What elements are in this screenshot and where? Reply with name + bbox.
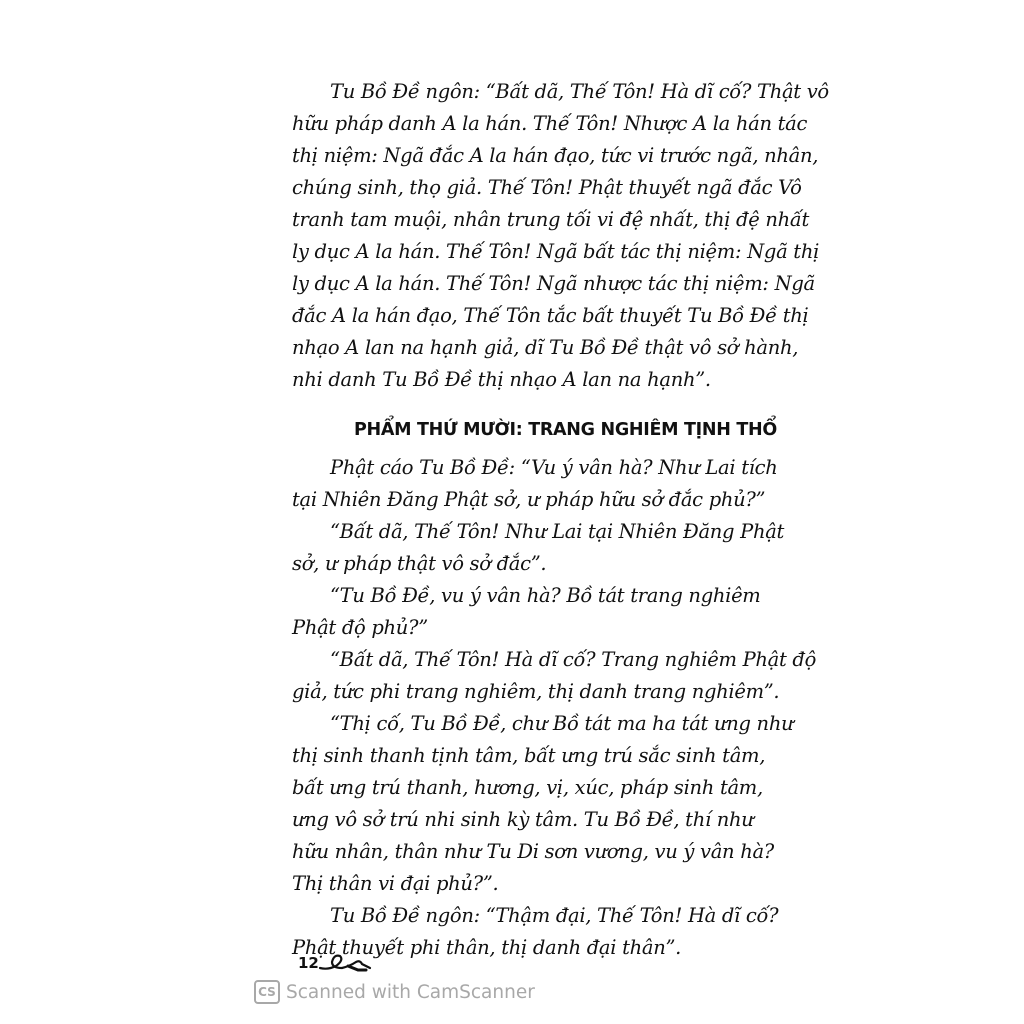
text-line: Tu Bồ Đề ngôn: “Bất dã, Thế Tôn! Hà dĩ cố? Thật vô — [330, 80, 829, 103]
text-line: đắc A la hán đạo, Thế Tôn tắc bất thuyết Tu Bồ Đề thị — [292, 304, 809, 327]
text-line: giả, tức phi trang nghiêm, thị danh trang nghiêm”. — [292, 680, 780, 703]
text-line: “Bất dã, Thế Tôn! Như Lai tại Nhiên Đăng Phật — [330, 520, 785, 543]
ink-flourish-icon — [318, 950, 374, 974]
chapter-heading: PHẨM THỨ MƯỜI: TRANG NGHIÊM TỊNH THỔ — [354, 420, 777, 440]
text-line: ưng vô sở trú nhi sinh kỳ tâm. Tu Bồ Đề, thí như — [292, 808, 754, 831]
text-line: thị niệm: Ngã đắc A la hán đạo, tức vi trước ngã, nhân, — [292, 144, 819, 167]
text-line: hữu nhân, thân như Tu Di sơn vương, vu ý vân hà? — [292, 840, 774, 863]
text-line: tranh tam muội, nhân trung tối vi đệ nhất, thị đệ nhất — [292, 208, 810, 231]
text-line: thị sinh thanh tịnh tâm, bất ưng trú sắc sinh tâm, — [292, 744, 766, 767]
paragraph-1 — [292, 76, 829, 396]
text-line: ly dục A la hán. Thế Tôn! Ngã nhược tác thị niệm: Ngã — [292, 272, 815, 295]
text-line: “Bất dã, Thế Tôn! Hà dĩ cố? Trang nghiêm Phật độ — [330, 648, 817, 671]
text-line: Thị thân vi đại phủ?”. — [292, 872, 499, 895]
text-line: nhi danh Tu Bồ Đề thị nhạo A lan na hạnh”. — [292, 368, 711, 391]
text-line: sở, ư pháp thật vô sở đắc”. — [292, 552, 547, 575]
text-line: “Thị cố, Tu Bồ Đề, chư Bồ tát ma ha tát ưng như — [330, 712, 794, 735]
camscanner-logo-icon: CS — [254, 980, 280, 1004]
text-line: tại Nhiên Đăng Phật sở, ư pháp hữu sở đắc phủ?” — [292, 488, 766, 511]
text-line: hữu pháp danh A la hán. Thế Tôn! Nhược A la hán tác — [292, 112, 808, 135]
chapter-body — [292, 452, 817, 964]
watermark-text: Scanned with CamScanner — [286, 981, 535, 1003]
text-line: chúng sinh, thọ giả. Thế Tôn! Phật thuyết ngã đắc Vô — [292, 176, 802, 199]
text-line: Phật độ phủ?” — [292, 616, 428, 639]
text-line: Phật cáo Tu Bồ Đề: “Vu ý vân hà? Như Lai tích — [330, 456, 778, 479]
text-line: Phật thuyết phi thân, thị danh đại thân”. — [292, 936, 682, 959]
text-line: ly dục A la hán. Thế Tôn! Ngã bất tác thị niệm: Ngã thị — [292, 240, 820, 263]
text-line: “Tu Bồ Đề, vu ý vân hà? Bồ tát trang nghiêm — [330, 584, 761, 607]
text-line: Tu Bồ Đề ngôn: “Thậm đại, Thế Tôn! Hà dĩ cố? — [330, 904, 779, 927]
page-number: 12 — [298, 954, 319, 972]
text-line: nhạo A lan na hạnh giả, dĩ Tu Bồ Đề thật vô sở hành, — [292, 336, 799, 359]
text-line: bất ưng trú thanh, hương, vị, xúc, pháp sinh tâm, — [292, 776, 763, 799]
camscanner-watermark — [254, 980, 535, 1004]
